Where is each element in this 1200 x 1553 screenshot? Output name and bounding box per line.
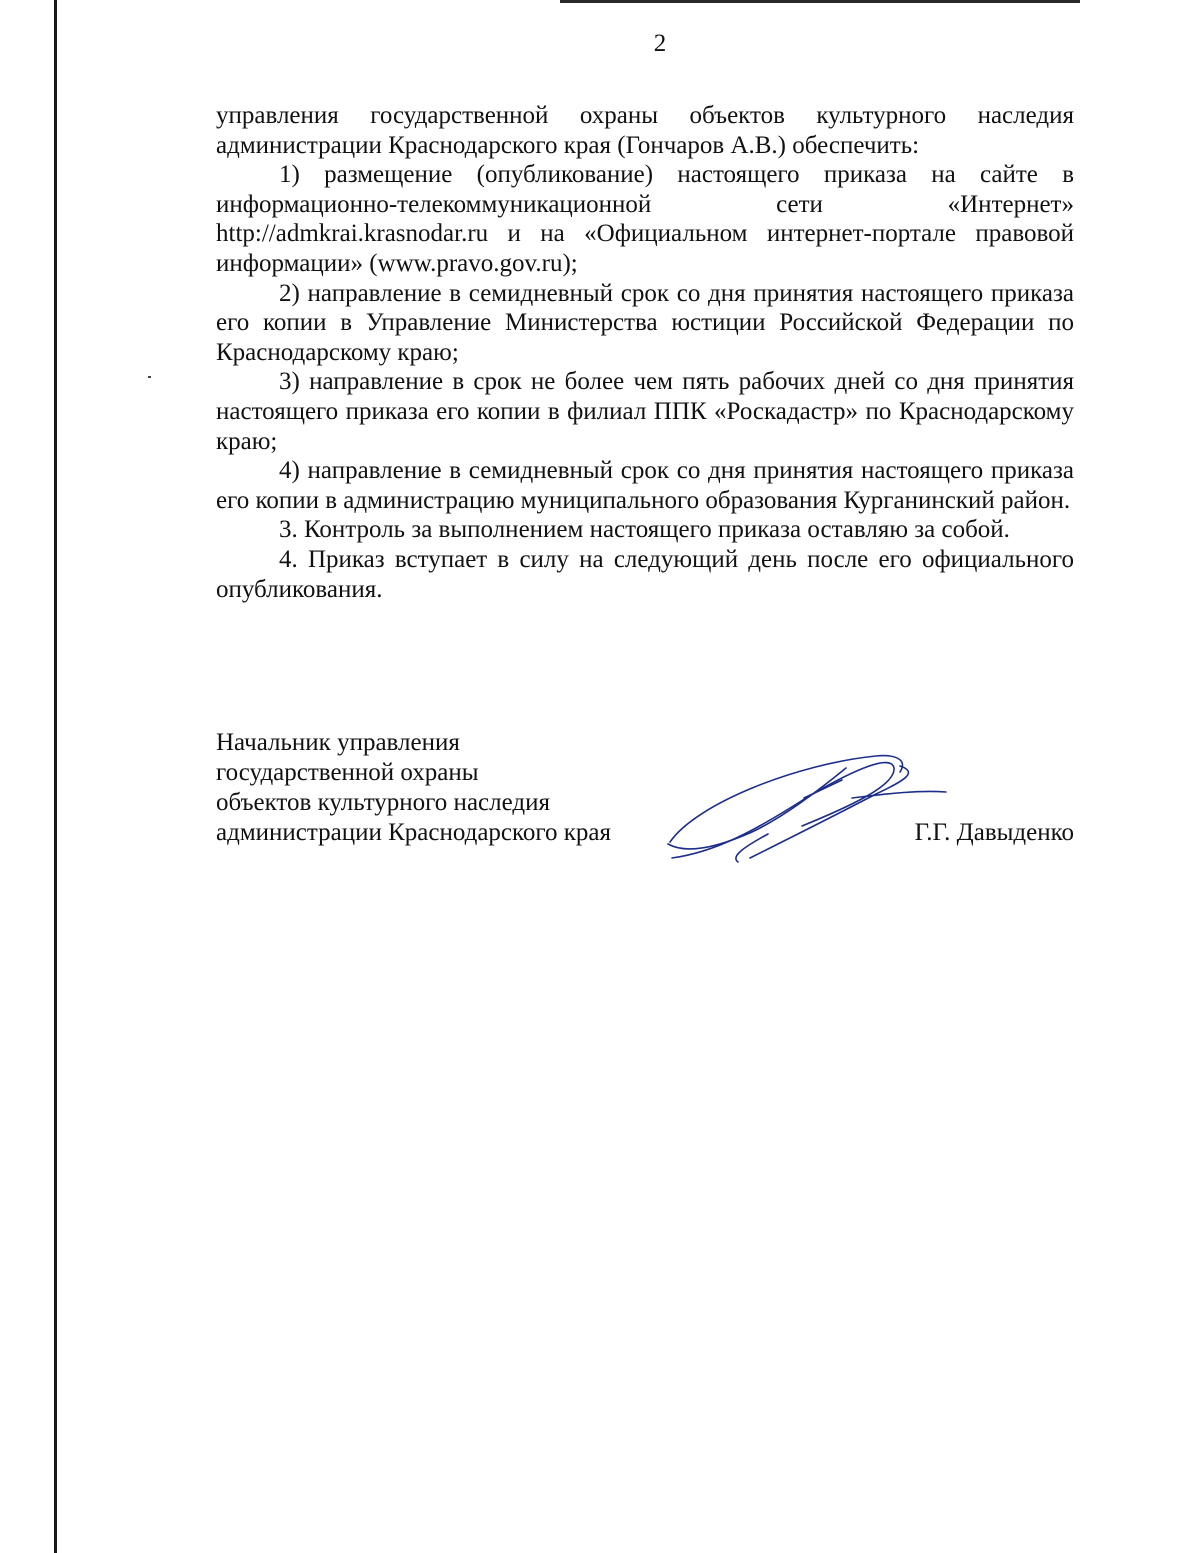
body-paragraph: 4) направление в семидневный срок со дня принятия настоящего приказа его копии в администрацию муниципального образования Курганинский район. bbox=[216, 457, 1074, 514]
page-number: 2 bbox=[653, 30, 667, 57]
body-paragraph: 3. Контроль за выполнением настоящего приказа оставляю за собой. bbox=[279, 516, 1010, 544]
body-paragraph: управления государственной охраны объектов культурного наследия администрации Краснодарского края (Гончаров А.В.) обеспечить: bbox=[216, 102, 1074, 159]
scan-left-edge bbox=[54, 0, 57, 1553]
document-body bbox=[216, 101, 1074, 604]
scan-top-edge bbox=[560, 0, 1080, 3]
handwritten-signature bbox=[656, 746, 956, 866]
body-paragraph: 2) направление в семидневный срок со дня принятия настоящего приказа его копии в Управление Министерства юстиции Российской Федерации по Краснодарскому краю; bbox=[216, 279, 1074, 366]
signatory-name: Г.Г. Давыденко bbox=[914, 819, 1074, 846]
body-paragraph: 4. Приказ вступает в силу на следующий день после его официального опубликования. bbox=[216, 545, 1074, 603]
signature-strokes bbox=[668, 756, 946, 862]
signature-block bbox=[216, 728, 1074, 888]
body-paragraph: 1) размещение (опубликование) настоящего приказа на сайте в информационно-телекоммуникационной сети «Интернет» http://admkrai.krasnodar.ru и на «Официальном интернет-портале правовой информации» (www.pravo.gov.ru); bbox=[216, 161, 1074, 277]
signatory-title-line: объектов культурного наследия bbox=[216, 789, 550, 816]
body-paragraph: 3) направление в срок не более чем пять рабочих дней со дня принятия настоящего приказа его копии в филиал ППК «Роскадастр» по Краснодарскому краю; bbox=[216, 368, 1074, 455]
signatory-title-line: государственной охраны bbox=[216, 759, 479, 786]
signatory-title-line: администрации Краснодарского края bbox=[216, 819, 612, 846]
signatory-title-line: Начальник управления bbox=[216, 729, 460, 756]
scan-speck bbox=[148, 376, 151, 378]
